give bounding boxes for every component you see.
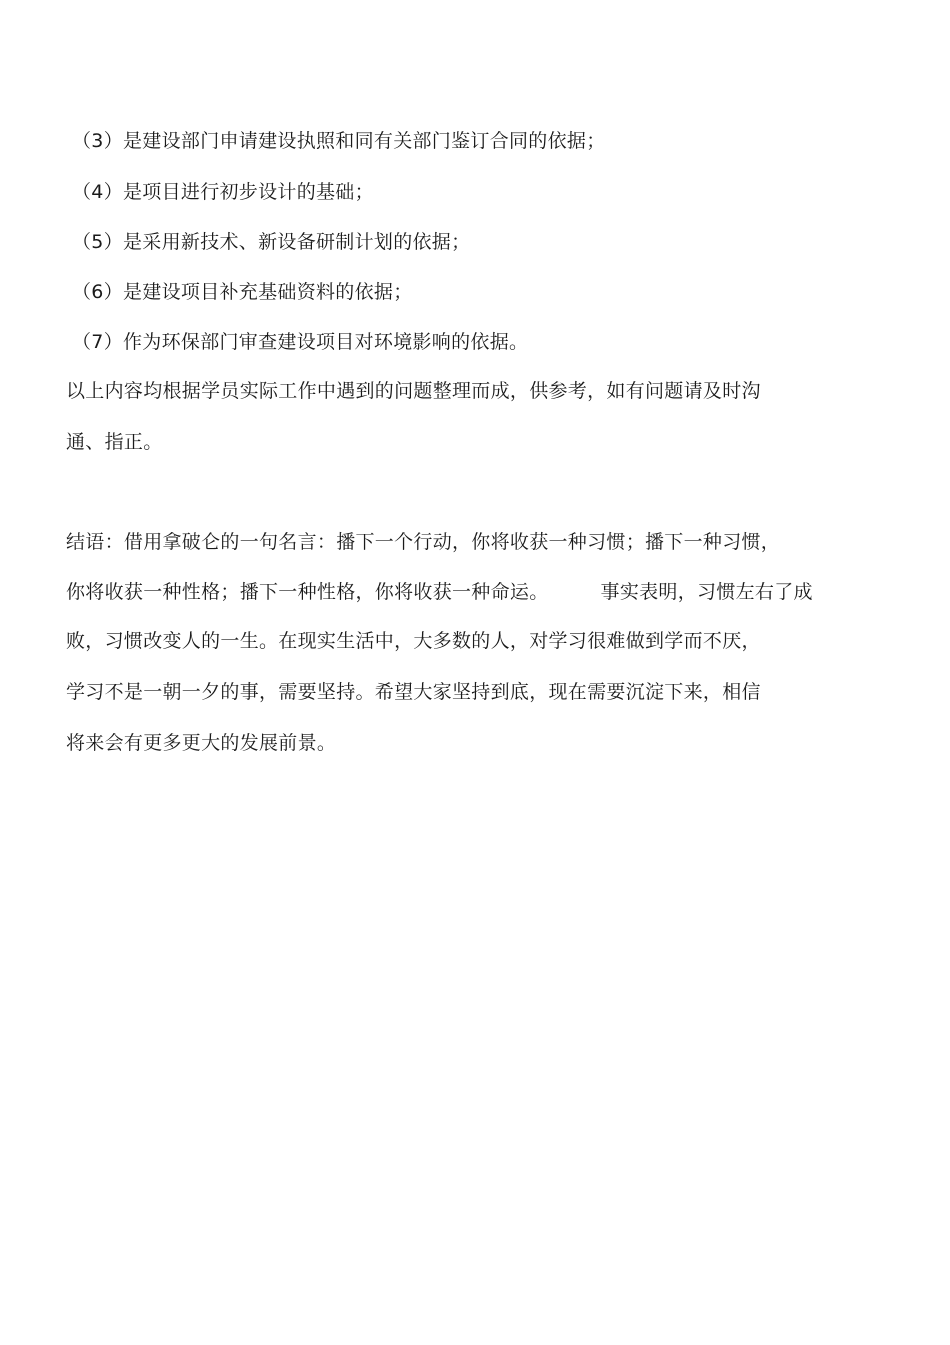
list-item-3: （3）是建设部门申请建设执照和同有关部门鉴订合同的依据；	[72, 130, 606, 152]
conclusion-line-3: 败，习惯改变人的一生。在现实生活中，大多数的人，对学习很难做到学而不厌，	[66, 630, 761, 652]
conclusion-line-4: 学习不是一朝一夕的事，需要坚持。希望大家坚持到底，现在需要沉淀下来，相信	[66, 681, 761, 703]
conclusion-line-1: 结语：借用拿破仑的一句名言：播下一个行动，你将收获一种习惯；播下一种习惯，	[66, 531, 781, 553]
note-line-2: 通、指正。	[66, 431, 163, 453]
conclusion-line-2b: 事实表明，习惯左右了成	[600, 581, 813, 603]
note-line-1: 以上内容均根据学员实际工作中遇到的问题整理而成，供参考，如有问题请及时沟	[66, 380, 761, 402]
conclusion-line-2a: 你将收获一种性格；播下一种性格，你将收获一种命运。	[66, 581, 549, 603]
conclusion-line-2	[66, 580, 813, 604]
list-item-5: （5）是采用新技术、新设备研制计划的依据；	[72, 231, 471, 253]
list-item-4: （4）是项目进行初步设计的基础；	[72, 181, 374, 203]
conclusion-line-5: 将来会有更多更大的发展前景。	[66, 732, 337, 754]
list-item-7: （7）作为环保部门审查建设项目对环境影响的依据。	[72, 331, 529, 353]
list-item-6: （6）是建设项目补充基础资料的依据；	[72, 281, 413, 303]
